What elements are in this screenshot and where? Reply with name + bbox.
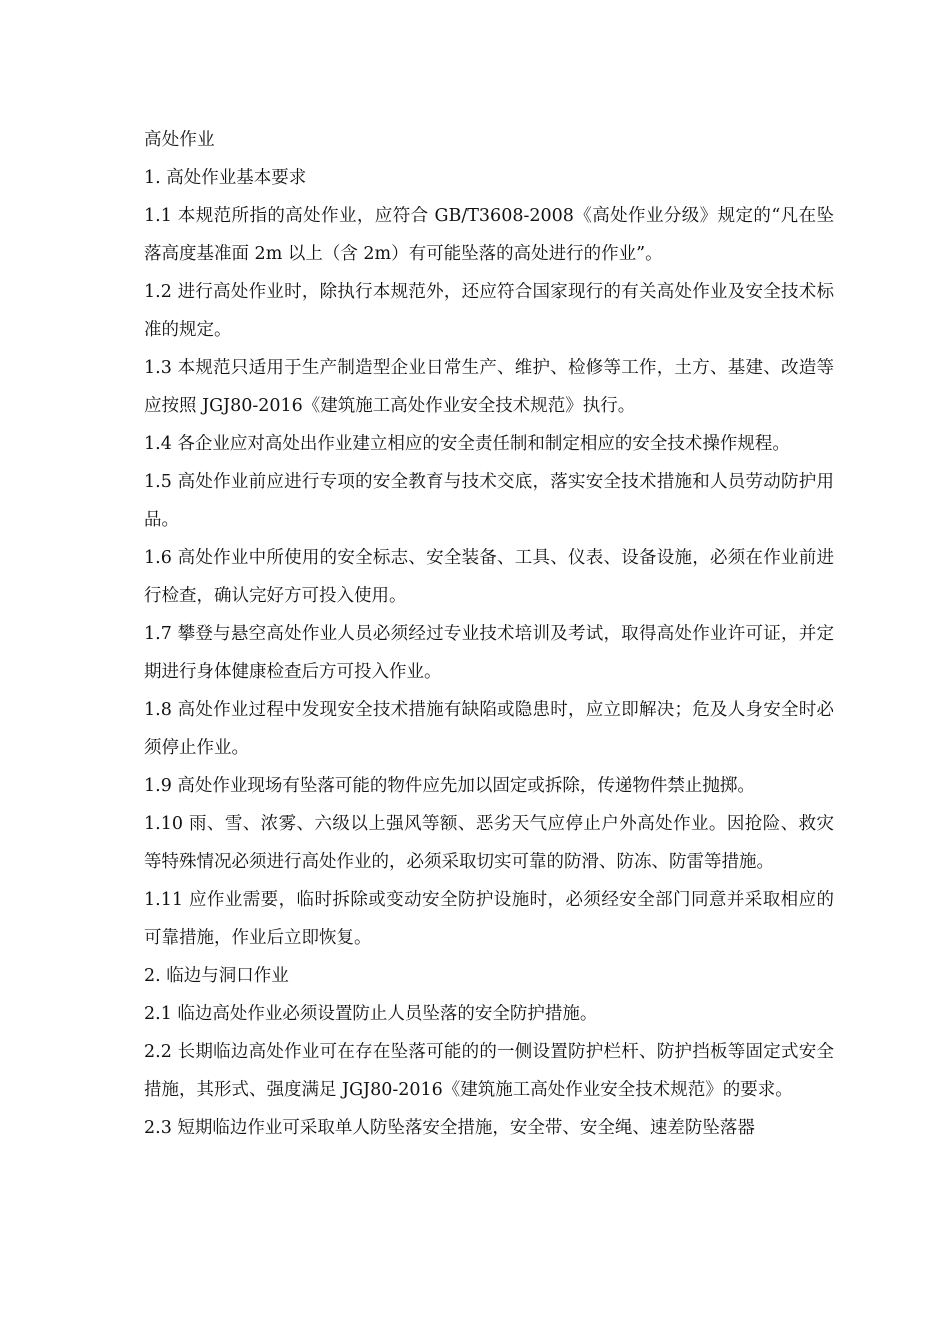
document-body xyxy=(144,121,834,1147)
paragraph-1-11: 1.11 应作业需要，临时拆除或变动安全防护设施时，必须经安全部门同意并采取相应的可靠措施，作业后立即恢复。 xyxy=(144,890,834,948)
paragraph-1-6: 1.6 高处作业中所使用的安全标志、安全装备、工具、仪表、设备设施，必须在作业前进行检查，确认完好方可投入使用。 xyxy=(144,548,834,606)
document-title: 高处作业 xyxy=(144,130,215,150)
section-heading-1: 1. 高处作业基本要求 xyxy=(144,168,307,188)
paragraph-1-4: 1.4 各企业应对高处出作业建立相应的安全责任制和制定相应的安全技术操作规程。 xyxy=(144,434,790,454)
paragraph-1-8: 1.8 高处作业过程中发现安全技术措施有缺陷或隐患时，应立即解决；危及人身安全时必须停止作业。 xyxy=(144,700,834,758)
paragraph-1-9: 1.9 高处作业现场有坠落可能的物件应先加以固定或拆除，传递物件禁止抛掷。 xyxy=(144,776,755,796)
paragraph-1-10: 1.10 雨、雪、浓雾、六级以上强风等额、恶劣天气应停止户外高处作业。因抢险、救灾等特殊情况必须进行高处作业的，必须采取切实可靠的防滑、防冻、防雷等措施。 xyxy=(144,814,834,872)
section-heading-2: 2. 临边与洞口作业 xyxy=(144,966,289,986)
paragraph-2-1: 2.1 临边高处作业必须设置防止人员坠落的安全防护措施。 xyxy=(144,1004,598,1024)
paragraph-1-5: 1.5 高处作业前应进行专项的安全教育与技术交底，落实安全技术措施和人员劳动防护用品。 xyxy=(144,472,834,530)
paragraph-1-3: 1.3 本规范只适用于生产制造型企业日常生产、维护、检修等工作，土方、基建、改造等应按照 JGJ80-2016《建筑施工高处作业安全技术规范》执行。 xyxy=(144,358,834,416)
paragraph-1-7: 1.7 攀登与悬空高处作业人员必须经过专业技术培训及考试，取得高处作业许可证，并定期进行身体健康检查后方可投入作业。 xyxy=(144,624,834,682)
paragraph-1-2: 1.2 进行高处作业时，除执行本规范外，还应符合国家现行的有关高处作业及安全技术标准的规定。 xyxy=(144,282,834,340)
paragraph-1-1: 1.1 本规范所指的高处作业，应符合 GB/T3608-2008《高处作业分级》规定的“凡在坠落高度基准面 2m 以上（含 2m）有可能坠落的高处进行的作业”。 xyxy=(144,206,834,264)
paragraph-2-2: 2.2 长期临边高处作业可在存在坠落可能的的一侧设置防护栏杆、防护挡板等固定式安全措施，其形式、强度满足 JGJ80-2016《建筑施工高处作业安全技术规范》的要求。 xyxy=(144,1042,834,1100)
paragraph-2-3: 2.3 短期临边作业可采取单人防坠落安全措施，安全带、安全绳、速差防坠落器 xyxy=(144,1118,755,1138)
